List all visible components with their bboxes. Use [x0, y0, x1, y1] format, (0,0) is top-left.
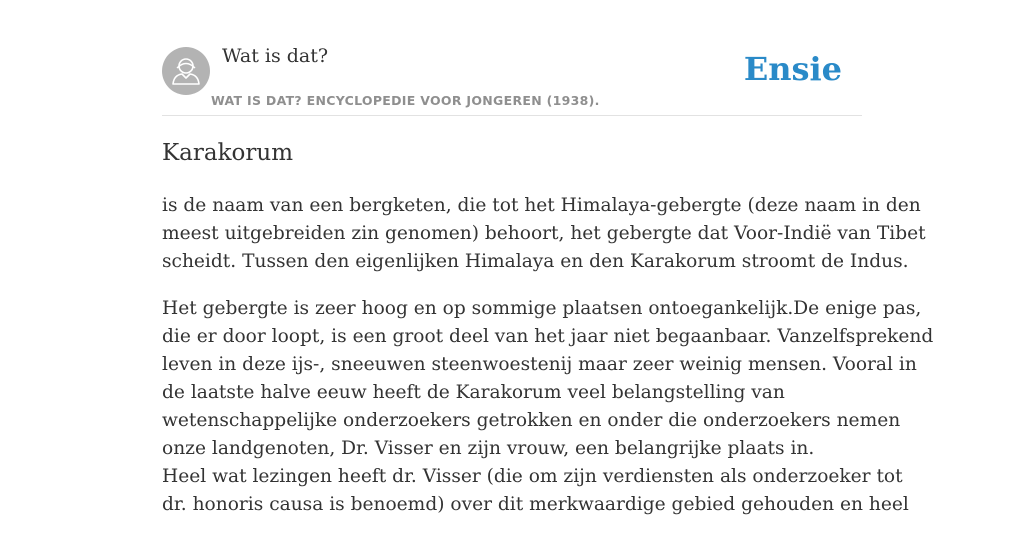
article-title: Karakorum — [162, 140, 294, 166]
ensie-logo[interactable]: Ensie — [743, 50, 842, 88]
paragraph-line: is de naam van een bergketen, die tot het Himalaya-gebergte (deze naam in den — [162, 195, 921, 216]
paragraph-line: meest uitgebreiden zin genomen) behoort, het gebergte dat Voor-Indië van Tibet — [162, 223, 926, 244]
source-header — [162, 0, 862, 116]
source-title[interactable]: Wat is dat? — [222, 45, 329, 67]
paragraph-line: Het gebergte is zeer hoog en op sommige plaatsen ontoegankelijk.De enige pas, — [162, 298, 922, 319]
article-body — [162, 192, 934, 538]
paragraph-line: Heel wat lezingen heeft dr. Visser (die om zijn verdiensten als onderzoeker tot — [162, 466, 903, 487]
paragraph-line: leven in deze ijs-, sneeuwen steenwoestenij maar zeer weinig mensen. Vooral in — [162, 354, 917, 375]
user-outline-icon — [162, 47, 210, 95]
article-paragraph — [162, 295, 934, 519]
source-avatar[interactable] — [162, 47, 210, 95]
source-subtitle[interactable]: WAT IS DAT? ENCYCLOPEDIE VOOR JONGEREN (1938). — [211, 93, 600, 108]
article-container — [162, 0, 934, 515]
paragraph-line: dr. honoris causa is benoemd) over dit merkwaardige gebied gehouden en heel — [162, 494, 909, 515]
paragraph-line: die er door loopt, is een groot deel van het jaar niet begaanbaar. Vanzelfsprekend — [162, 326, 934, 347]
paragraph-line: onze landgenoten, Dr. Visser en zijn vrouw, een belangrijke plaats in. — [162, 438, 815, 459]
article-paragraph — [162, 192, 926, 276]
paragraph-line: scheidt. Tussen den eigenlijken Himalaya en den Karakorum stroomt de Indus. — [162, 251, 909, 272]
paragraph-line: wetenschappelijke onderzoekers getrokken en onder die onderzoekers nemen — [162, 410, 901, 431]
paragraph-line: de laatste halve eeuw heeft de Karakorum veel belangstelling van — [162, 382, 785, 403]
